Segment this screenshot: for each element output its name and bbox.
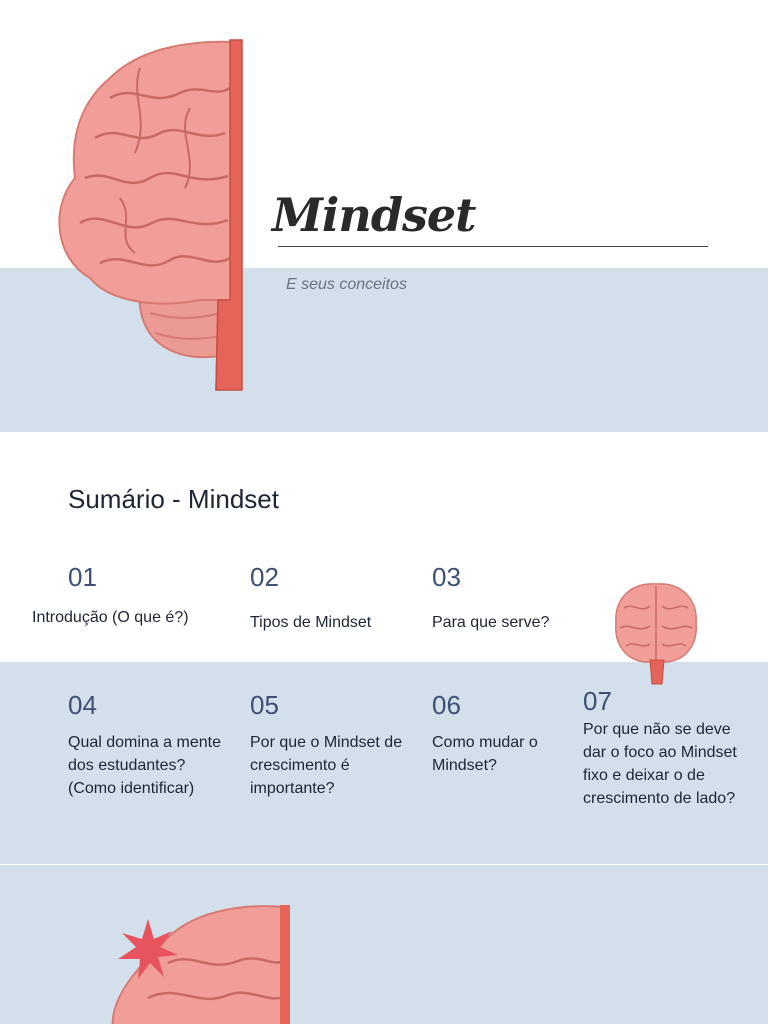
brain-spark-illustration [108, 903, 308, 1024]
item-number: 03 [432, 562, 461, 592]
item-label: Introdução (O que é?) [32, 609, 189, 626]
item-number: 01 [68, 562, 97, 592]
item-number: 07 [583, 686, 612, 716]
cover-subtitle: E seus conceitos [286, 276, 407, 293]
title-underline [278, 246, 708, 247]
item-label: Para que serve? [432, 614, 550, 631]
item-label: Por que o Mindset de crescimento é importante? [250, 734, 403, 797]
item-label: Por que não se deve dar o foco ao Mindset fixo e deixar o de crescimento de lado? [583, 721, 737, 807]
item-label: Qual domina a mente dos estudantes? (Como identificar) [68, 734, 221, 797]
summary-heading: Sumário - Mindset [68, 484, 279, 514]
brain-illustration [610, 578, 702, 686]
item-number: 04 [68, 690, 97, 720]
cover-slide [0, 0, 768, 432]
item-number: 05 [250, 690, 279, 720]
item-number: 06 [432, 690, 461, 720]
item-number: 02 [250, 562, 279, 592]
brain-half-illustration [40, 38, 250, 398]
cover-title: Mindset [272, 188, 476, 242]
third-slide [0, 865, 768, 1024]
summary-slide [0, 432, 768, 864]
item-label: Como mudar o Mindset? [432, 734, 538, 774]
item-label: Tipos de Mindset [250, 614, 372, 631]
